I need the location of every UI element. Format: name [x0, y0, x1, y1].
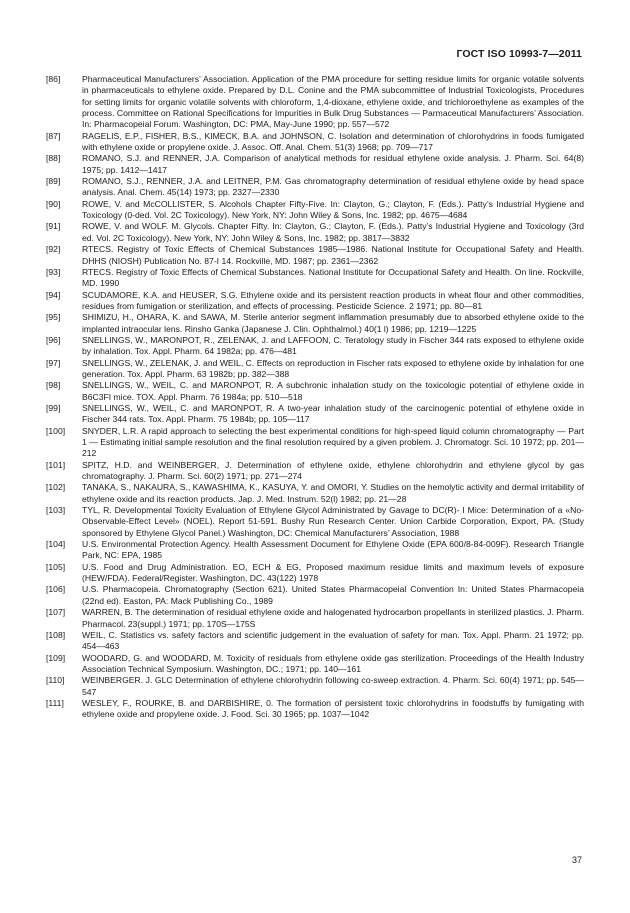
reference-entry [46, 131, 584, 154]
reference-text: SNELLINGS, W., ZELENAK, J. and WEIL, C. Effects on reproduction in Fischer rats exposed to ethylene oxide by inhalation for one generation. Tox. Appl. Pharm. 63 1982b; pp. 382—388 [82, 357, 584, 379]
reference-entry [46, 584, 584, 607]
reference-entry [46, 358, 584, 381]
reference-number: [86] [46, 74, 61, 84]
reference-number: [110] [46, 675, 65, 686]
reference-text: SNYDER, L.R. A rapid approach to selecting the best experimental conditions for high-speed liquid column chromatography — Part 1 — Estimating initial sample resolution and the final resolution required by a given problem. J. Chromatogr. Sci. 10 1972; pp. 201—212 [82, 425, 584, 459]
reference-text: WARREN, B. The determination of residual ethylene oxide and halogenated hydrocarbon propellants in sterilized plastics. J. Pharm. Pharmacol. 23(suppl.) 1971; pp. 170S—175S [82, 607, 584, 629]
reference-entry [46, 653, 584, 676]
reference-entry [46, 505, 584, 539]
reference-number: [109] [46, 652, 66, 663]
reference-number: [108] [46, 629, 66, 640]
reference-entry [46, 607, 584, 630]
reference-text: SNELLINGS, W., MARONPOT, R., ZELENAK, J. and LAFFOON, C. Teratology study in Fischer 344 rats exposed to ethylene oxide by inhalation. Tox. Appl. Pharm. 64 1982a; pp. 476—481 [82, 334, 584, 357]
reference-text: RAGELIS, E.P., FISHER, B.S., KIMECK, B.A. and JOHNSON, C. Isolation and determination of chlorohydrins in foods fumigated with ethylene oxide or propylene oxide. J. Assoc. Off. Anal. Chem. 51(3) 1968; pp. 709—717 [82, 130, 584, 153]
reference-number: [89] [46, 176, 61, 187]
reference-text: SHIMIZU, H., OHARA, K. and SAWA, M. Sterile anterior segment inflammation presumably due to absorbed ethylene oxide to the implanted intraocular lens. Rinsho Ganka (Japanese J. Clin. Ophthalmol.) 40(1 l) 1986; pp. 1219—1225 [82, 312, 584, 334]
reference-number: [93] [46, 266, 61, 277]
reference-entry [46, 199, 584, 222]
reference-text: U.S. Food and Drug Administration. EO, ECH & EG, Proposed maximum residue limits and maximum levels of exposure (HEW/FDA). Federal/Register. Washington, DC. 43(122) 1978 [82, 561, 584, 584]
reference-entry [46, 426, 584, 460]
reference-number: [95] [46, 312, 61, 323]
reference-entry [46, 267, 584, 290]
reference-text: SNELLINGS, W., WEIL, C. and MARONPOT, R. A subchronic inhalation study on the toxicologic potential of ethylene oxide in B6C3FI mice. TOX. Appl. Pharm. 76 1984a; pp. 510—518 [82, 380, 584, 402]
reference-number: [91] [46, 221, 61, 232]
reference-text: SCUDAMORE, K.A. and HEUSER, S.G. Ethylene oxide and its persistent reaction products in wheat flour and other commodities, residues from fumigation or sterilization, and effects of processing. Pesticide Science. 2 1971; pp. 80—81 [82, 289, 584, 311]
reference-number: [99] [46, 402, 61, 413]
reference-entry [46, 312, 584, 335]
reference-number: [104] [46, 539, 66, 550]
reference-text: U.S. Pharmacopeia. Chromatography (Section 621). United States Pharmacopeial Convention In: United States Pharmacopeia (22nd ed). Easton, PA: Mack Publishing Co., 1989 [82, 584, 584, 606]
reference-text: WOODARD, G. and WOODARD, M. Toxicity of residuals from ethylene oxide gas sterilization. Proceedings of the Health Industry Association Technical Symposium. Washington, DC.; 1971; pp. 140—161 [82, 652, 584, 674]
reference-text: U.S. Environmental Protection Agency. Health Assessment Document for Ethylene Oxide (EPA 600/8-84-009F). Research Triangle Park, NC: EPA, 1985 [82, 539, 584, 561]
reference-text: ROWE, V. and McCOLLISTER, S. Alcohols Chapter Fifty-Five. In: Clayton, G.; Clayton, F. (Eds.). Patty’s Industrial Hygiene and Toxicology (0-ded. Vol. 2C Toxicology). New York, NY: John Wiley & Sons, Inc. 1982; pp. 4675—4684 [82, 198, 584, 221]
reference-number: [105] [46, 561, 66, 572]
reference-text: ROMANO, S.J. and RENNER, J.A. Comparison of analytical methods for residual ethylene oxide analysis. J. Pharm. Sci. 64(8) 1975; pp. 1412—1417 [82, 153, 584, 175]
reference-entry [46, 675, 584, 698]
document-standard-id: ГОСТ ISO 10993-7—2011 [456, 48, 582, 60]
reference-number: [96] [46, 334, 61, 345]
reference-entry [46, 153, 584, 176]
reference-entry [46, 562, 584, 585]
reference-entry [46, 221, 584, 244]
reference-text: ROWE, V. and WOLF. M. Glycols. Chapter Fifty. In: Clayton, G.; Clayton, F. (Eds.). Patty’s Industrial Hygiene and Toxicology (3rd ed. Vol. 2C Toxicology). New York, NY: John Wiley & Sons, Inc. 1982; pp. 3817—3832 [82, 221, 584, 243]
reference-entry [46, 290, 584, 313]
reference-number: [88] [46, 153, 61, 164]
reference-entry [46, 403, 584, 426]
reference-number: [87] [46, 130, 61, 141]
reference-entry [46, 380, 584, 403]
reference-text: SPITZ, H.D. and WEINBERGER, J. Determination of ethylene oxide, ethylene chlorohydrin and ethylene glycol by gas chromatography. J. Pharm. Sci. 60(2) 1971; pp. 271—274 [82, 459, 584, 482]
reference-number: [94] [46, 289, 61, 300]
reference-list [46, 74, 584, 721]
reference-entry [46, 630, 584, 653]
reference-text: ROMANO, S.J., RENNER, J.A. and LEITNER, P.M. Gas chromatography determination of residual ethylene oxide by head space analysis. Anal. Chem. 45(14) 1973; pp. 2327—2330 [82, 176, 584, 198]
reference-entry [46, 335, 584, 358]
reference-text: Pharmaceutical Manufacturers’ Association. Application of the PMA procedure for setting residue limits for organic volatile solvents in pharmaceuticals to ethylene oxide. Prepared by D.L. Conine and the PMA subcommittee of Industrial Toxicologists, Procedures for setting limits for organic volatile solvents with chloroform, 1,4-dioxane, ethylene oxide, and trichloroethylene as examples of the process. Committee on Rational Specifications for Impurities in Bulk Drug Substances — Parmaceutical Manufacturers’ Association. In: Pharmacopeial Forum. Washington, DC: PMA, May-June 1990; pp. 557—572 [82, 74, 584, 130]
reference-text: WEINBERGER. J. GLC Determination of ethylene chlorohydrin following co-sweep extraction. 4. Pharm. Sci. 60(4) 1971; pp. 545—547 [82, 675, 584, 697]
reference-number: [107] [46, 607, 66, 618]
reference-text: TANAKA, S., NAKAURA, S., KAWASHIMA, K., KASUYA, Y. and OMORI, Y. Studies on the hemolytic activity and dermal irritability of ethylene oxide and its reaction products. Jap. J. Med. Instrum. 52(l) 1982; pp. 21—28 [82, 482, 584, 504]
reference-text: SNELLINGS, W., WEIL, C. and MARONPOT, R. A two-year inhalation study of the carcinogenic potential of ethylene oxide in Fischer 344 rats. Tox. Appl. Pharm. 75 1984b; pp. 105—117 [82, 402, 584, 425]
reference-number: [98] [46, 380, 61, 391]
reference-text: RTECS. Registry of Toxic Effects of Chemical Substances. National Institute for Occupational Safety and Health. On line. Rockville, MD. 1990 [82, 266, 584, 289]
reference-entry [46, 74, 584, 131]
reference-number: [111] [46, 697, 64, 708]
reference-text: WESLEY, F., ROURKE, B. and DARBISHIRE, 0. The formation of persistent toxic chlorohydrins in foodstuffs by fumigating with ethylene oxide and propylene oxide. J. Food. Sci. 30 1965; pp. 1037—1042 [82, 697, 584, 720]
reference-number: [100] [46, 425, 66, 436]
reference-number: [92] [46, 244, 61, 255]
reference-number: [106] [46, 584, 66, 595]
page-number: 37 [571, 855, 582, 865]
reference-number: [101] [46, 459, 66, 470]
reference-text: TYL, R. Developmental Toxicity Evaluation of Ethylene Glycol Administrated by Gavage to DC(R)- I Mice: Determination of a «No-Observable-Effect Level» (NOEL). Report 51-591. Bushy Run Research Center. Union Carbide Corporation, Export, PA. (Study sponsored by Ethylene Glycol Panel.) Washington, DC: Chemical Manufacturers’ Association, 1988 [82, 505, 584, 538]
reference-text: WEIL, C. Statistics vs. safety factors and scientific judgement in the evaluation of safety for man. Tox. Appl. Pharm. 21 1972; pp. 454—463 [82, 629, 584, 652]
reference-number: [102] [46, 482, 66, 493]
reference-text: RTECS. Registry of Toxic Effects of Chemical Substances 1985—1986. National Institute for Occupational Safety and Health. DHHS (NIOSH) Publication No. 87-I 14. Rockville, MD. 1987; pp. 2361—2362 [82, 244, 584, 266]
reference-entry [46, 482, 584, 505]
reference-entry [46, 244, 584, 267]
reference-entry [46, 539, 584, 562]
reference-entry [46, 176, 584, 199]
reference-number: [97] [46, 357, 61, 368]
reference-number: [90] [46, 198, 61, 209]
reference-entry [46, 460, 584, 483]
reference-entry [46, 698, 584, 721]
reference-number: [103] [46, 505, 66, 516]
